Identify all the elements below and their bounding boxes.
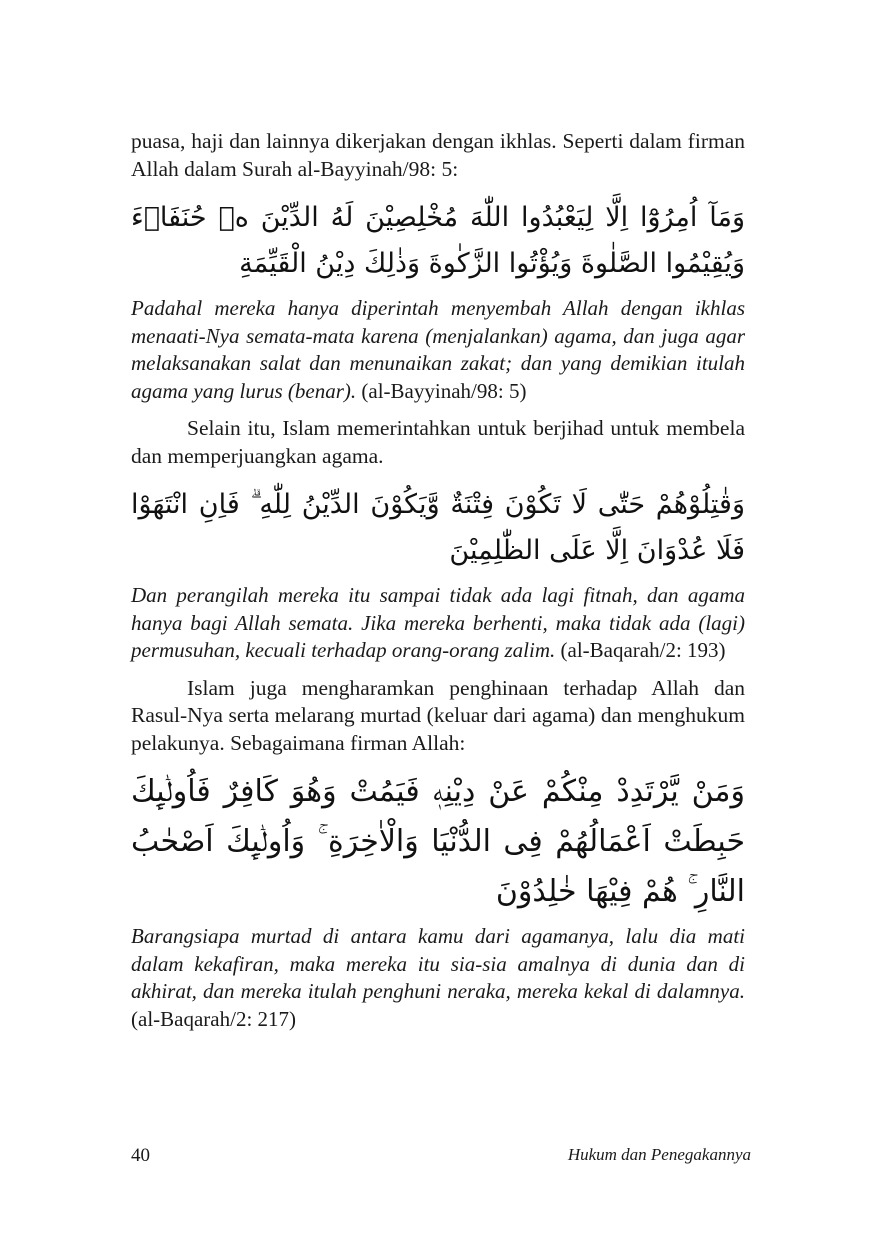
arabic-verse-al-bayyinah: وَمَآ اُمِرُوْٓا اِلَّا لِيَعْبُدُوا اللّٰهَ مُخْلِصِيْنَ لَهُ الدِّيْنَ ەۙ حُنَفَاۤءَ وَيُقِيْمُوا الصَّلٰوةَ وَيُؤْتُوا الزَّكٰوةَ وَذٰلِكَ دِيْنُ الْقَيِّمَةِ [131, 202, 745, 279]
translation-al-bayyinah [131, 295, 745, 405]
verse-reference: (al-Baqarah/2: 217) [131, 1006, 297, 1031]
verse-reference: (al-Baqarah/2: 193) [555, 638, 726, 662]
arabic-verse-al-baqarah-217: وَمَنْ يَّرْتَدِدْ مِنْكُمْ عَنْ دِيْنِهٖ فَيَمُتْ وَهُوَ كَافِرٌ فَاُولٰۤىِٕكَ حَبِطَتْ اَعْمَالُهُمْ فِى الدُّنْيَا وَالْاٰخِرَةِ ۚ وَاُولٰۤىِٕكَ اَصْحٰبُ النَّارِ ۚ هُمْ فِيْهَا خٰلِدُوْنَ [131, 774, 745, 909]
running-title: Hukum dan Penegakannya [567, 1145, 751, 1164]
translation-al-baqarah-193 [131, 582, 745, 665]
translation-text: Dan perangilah mereka itu sampai tidak ada lagi fitnah, dan agama hanya bagi Allah semata. Jika mereka berhenti, maka tidak ada (lagi) permusuhan, kecuali terhadap orang-orang zalim. [131, 583, 745, 662]
page-number: 40 [131, 1145, 150, 1166]
translation-text: Barangsiapa murtad di antara kamu dari agamanya, lalu dia mati dalam kekafiran, maka mereka itu sia-sia amalnya di dunia dan di akhirat, dan mereka itulah penghuni neraka, mereka kekal di dalamnya. [131, 924, 745, 1003]
page-body [131, 128, 745, 1033]
paragraph-jihad: Selain itu, Islam memerintahkan untuk berjihad untuk membela dan memperjuangkan agama. [131, 416, 745, 468]
translation-text: Padahal mereka hanya diperintah menyembah Allah dengan ikhlas menaati-Nya semata-mata karena (menjalankan) agama, dan juga agar melaksanakan salat dan menunaikan zakat; dan yang demikian itulah agama yang lurus (benar). [131, 296, 745, 403]
translation-al-baqarah-217 [131, 923, 745, 1033]
arabic-verse-al-baqarah-193: وَقٰتِلُوْهُمْ حَتّٰى لَا تَكُوْنَ فِتْنَةٌ وَّيَكُوْنَ الدِّيْنُ لِلّٰهِ ۗ فَاِنِ انْتَهَوْا فَلَا عُدْوَانَ اِلَّا عَلَى الظّٰلِمِيْنَ [131, 489, 745, 566]
paragraph-intro: puasa, haji dan lainnya dikerjakan dengan ikhlas. Seperti dalam firman Allah dalam Surah al-Bayyinah/98: 5: [131, 129, 745, 181]
verse-reference: (al-Bayyinah/98: 5) [356, 378, 527, 403]
paragraph-murtad: Islam juga mengharamkan penghinaan terhadap Allah dan Rasul-Nya serta melarang murtad (keluar dari agama) dan menghukum pelakunya. Sebagaimana firman Allah: [131, 675, 745, 755]
